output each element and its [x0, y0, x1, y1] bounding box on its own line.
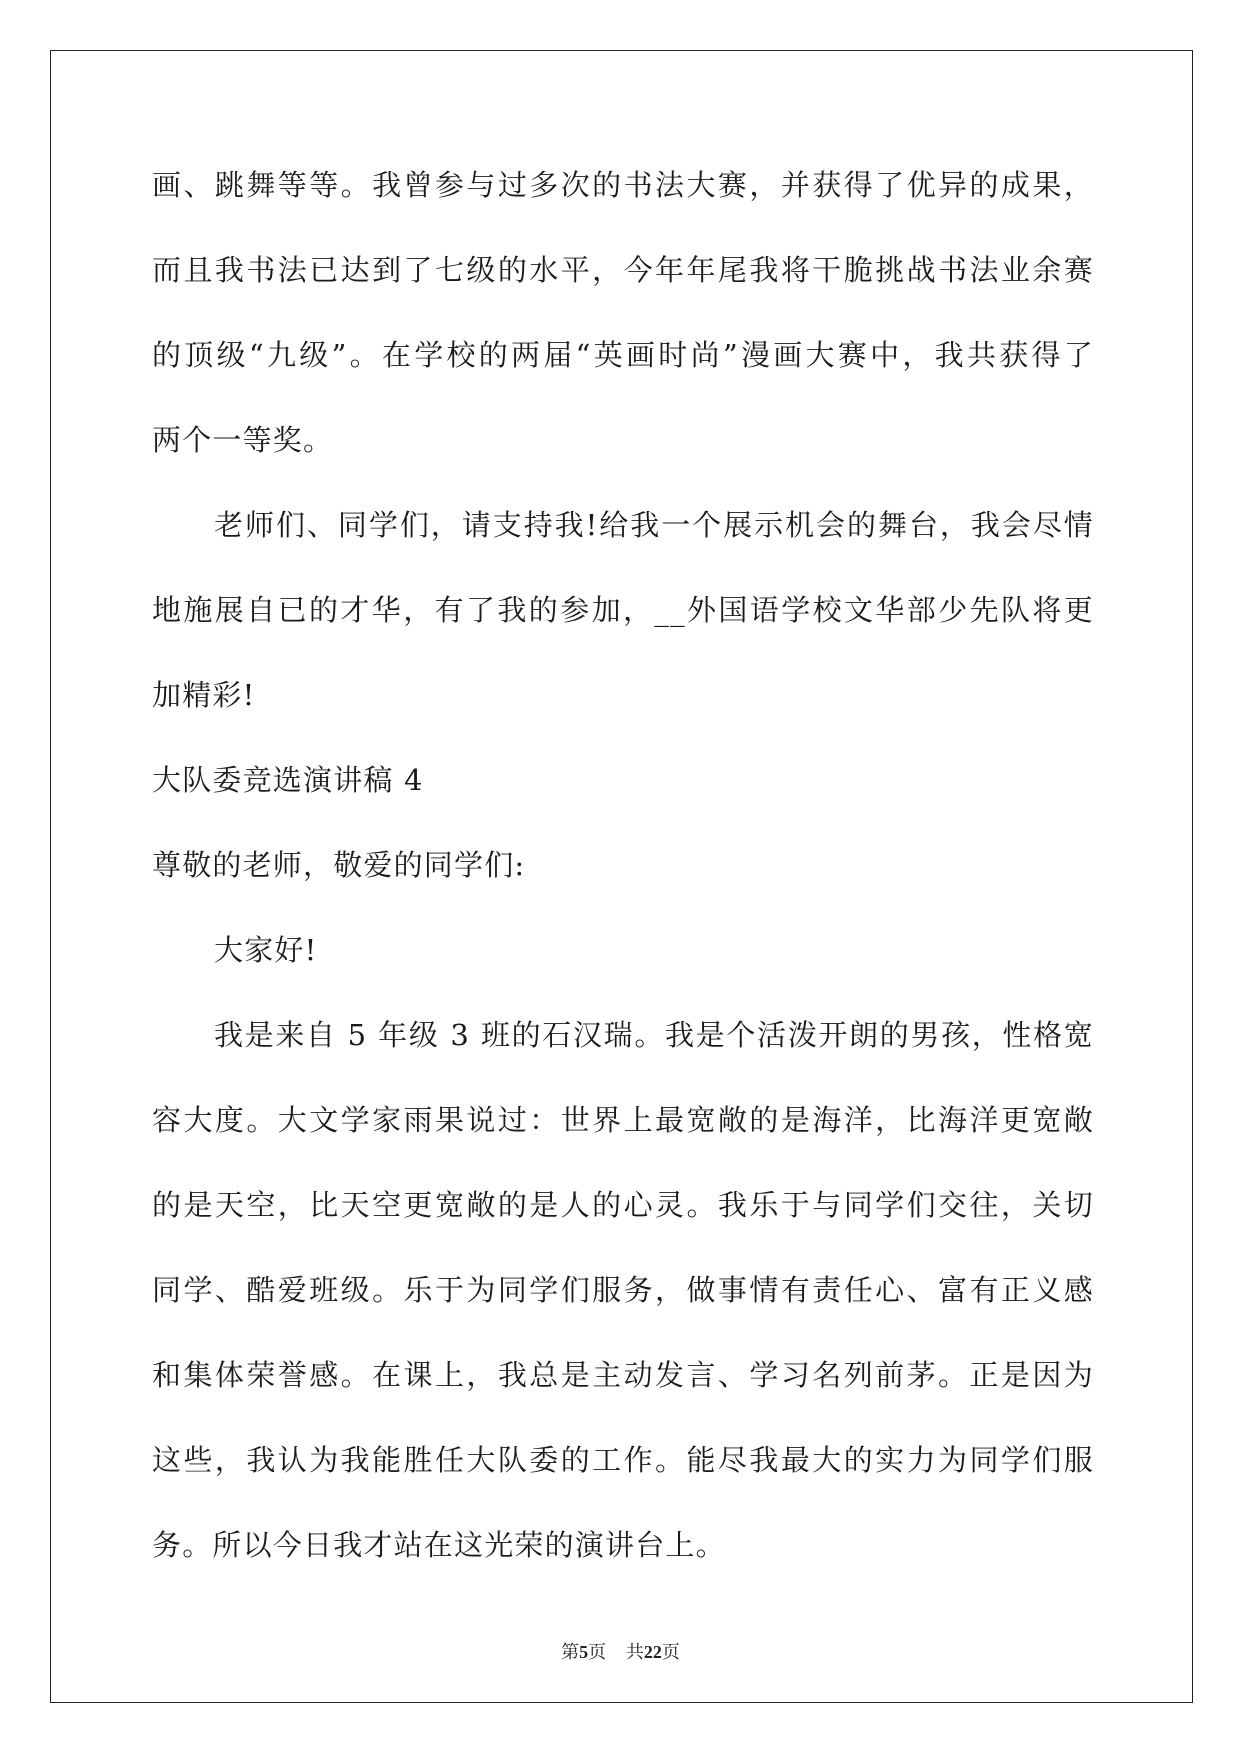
text-line: 和集体荣誉感。在课上，我总是主动发言、学习名列前茅。正是因为 [152, 1358, 1094, 1392]
text-line: 而且我书法已达到了七级的水平，今年年尾我将干脆挑战书法业余赛 [152, 253, 1094, 287]
text-line: 务。所以今日我才站在这光荣的演讲台上。 [152, 1528, 726, 1562]
text-line: 尊敬的老师，敬爱的同学们: [152, 848, 526, 882]
text-line: 两个一等奖。 [152, 423, 334, 457]
text-line: 地施展自已的才华，有了我的参加，__外国语学校文华部少先队将更 [152, 593, 1094, 627]
text-line: 大家好! [214, 933, 318, 967]
total-page-number: 22 [643, 1642, 662, 1662]
total-pages-label: 共22页 [625, 1642, 680, 1663]
page-footer [0, 1638, 1241, 1664]
text-line: 的顶级“九级”。在学校的两届“英画时尚”漫画大赛中，我共获得了 [152, 338, 1094, 372]
text-line: 大队委竞选演讲稿 4 [152, 763, 424, 797]
text-line: 的是天空，比天空更宽敞的是人的心灵。我乐于与同学们交往，关切 [152, 1188, 1094, 1222]
page-number-label: 第5页 [561, 1642, 607, 1663]
text-line: 加精彩! [152, 678, 256, 712]
text-line: 我是来自 5 年级 3 班的石汉瑞。我是个活泼开朗的男孩，性格宽 [214, 1018, 1094, 1052]
text-line: 这些，我认为我能胜任大队委的工作。能尽我最大的实力为同学们服 [152, 1443, 1094, 1477]
text-line: 同学、酷爱班级。乐于为同学们服务，做事情有责任心、富有正义感 [152, 1273, 1094, 1307]
document-body [152, 165, 1094, 1610]
text-line: 容大度。大文学家雨果说过：世界上最宽敞的是海洋，比海洋更宽敞 [152, 1103, 1094, 1137]
text-line: 画、跳舞等等。我曾参与过多次的书法大赛，并获得了优异的成果， [152, 168, 1094, 202]
current-page-number: 5 [579, 1642, 589, 1662]
text-line: 老师们、同学们，请支持我!给我一个展示机会的舞台，我会尽情 [214, 508, 1094, 542]
